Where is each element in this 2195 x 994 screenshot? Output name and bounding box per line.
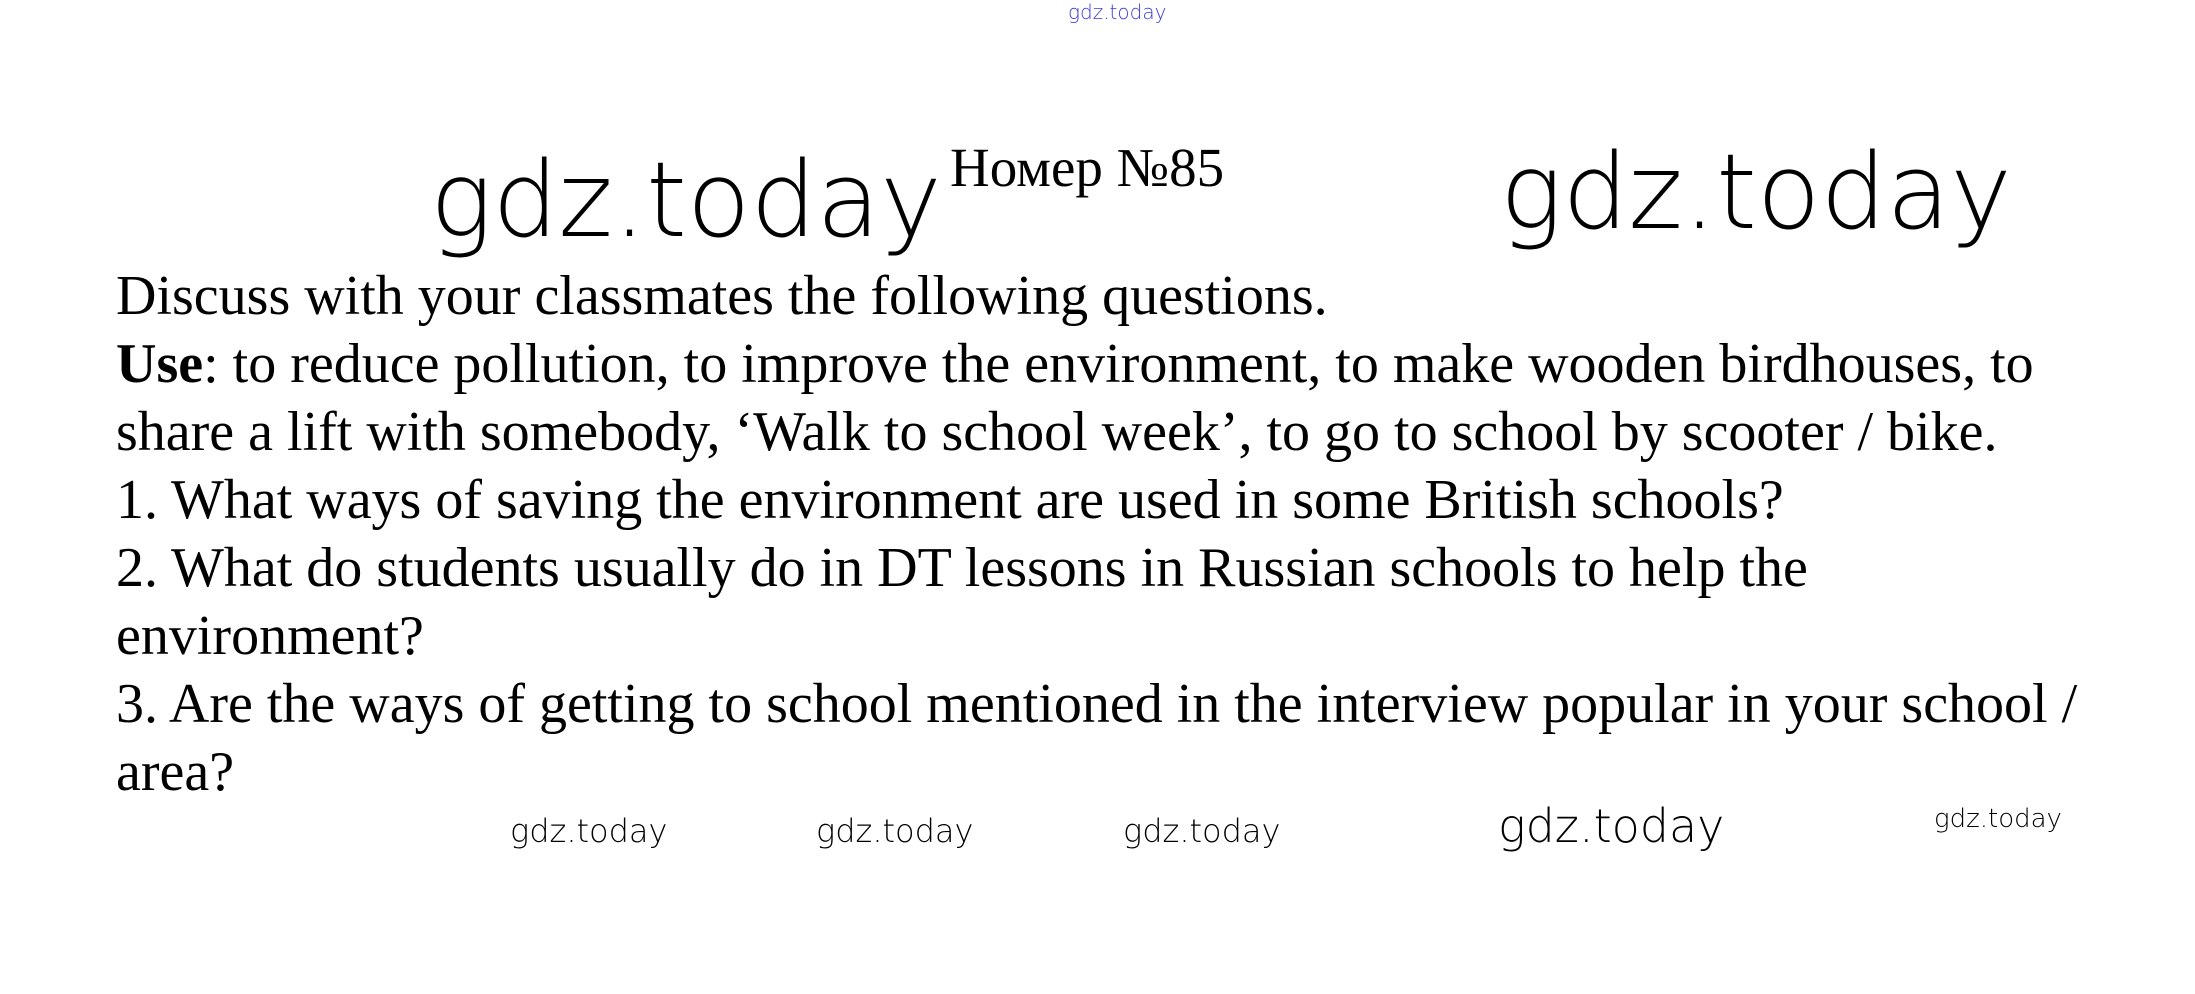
watermark-bottom-5: gdz.today bbox=[1934, 804, 2062, 834]
question-2: 2. What do students usually do in DT lessons in Russian schools to help the environment? bbox=[116, 537, 1808, 667]
watermark-bottom-1: gdz.today bbox=[510, 812, 668, 850]
use-paragraph bbox=[116, 330, 2126, 466]
watermark-bottom-3: gdz.today bbox=[1123, 812, 1281, 850]
document-body bbox=[116, 262, 2126, 806]
watermark-bottom-2: gdz.today bbox=[816, 812, 974, 850]
watermark-large-right: gdz.today bbox=[1500, 131, 2012, 253]
page-title: Номер №85 bbox=[950, 137, 1225, 198]
watermark-top: gdz.today bbox=[1068, 0, 1167, 24]
question-3: 3. Are the ways of getting to school mentioned in the interview popular in your school / area? bbox=[116, 673, 2078, 803]
use-text: : to reduce pollution, to improve the environment, to make wooden birdhouses, to share a lift with somebody, ‘Walk to school week’, to go to school by scooter / bike. bbox=[116, 333, 2034, 463]
watermark-large-left: gdz.today bbox=[430, 139, 942, 261]
intro-text: Discuss with your classmates the following questions. bbox=[116, 265, 1328, 327]
watermark-bottom-4: gdz.today bbox=[1498, 799, 1725, 853]
use-label: Use bbox=[116, 333, 204, 395]
question-1: 1. What ways of saving the environment are used in some British schools? bbox=[116, 469, 1784, 531]
